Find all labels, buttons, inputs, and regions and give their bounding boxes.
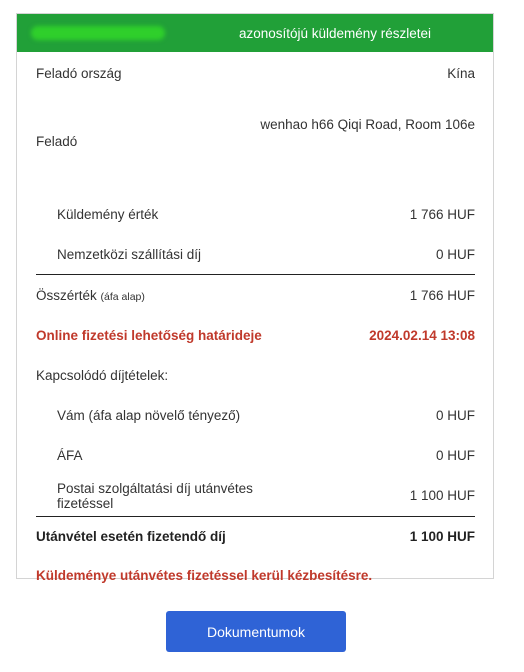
postal-fee-amount: 1 100 HUF xyxy=(409,488,475,503)
payment-deadline-value: 2024.02.14 13:08 xyxy=(369,327,475,343)
row-vat xyxy=(36,435,475,475)
row-origin-country xyxy=(36,52,475,94)
intl-shipping-label: Nemzetközi szállítási díj xyxy=(57,246,202,262)
redacted-tracking-id xyxy=(31,26,165,40)
related-fees-heading: Kapcsolódó díjtételek: xyxy=(36,367,169,383)
total-value-label: Összérték xyxy=(36,287,97,303)
vat-amount: 0 HUF xyxy=(435,447,475,463)
vat-label: ÁFA xyxy=(57,447,83,463)
documents-button[interactable]: Dokumentumok xyxy=(166,611,346,652)
item-value-label: Küldemény érték xyxy=(57,206,159,222)
cod-delivery-notice: Küldeménye utánvétes fizetéssel kerül kézbesítésre. xyxy=(36,567,373,583)
total-value-amount: 1 766 HUF xyxy=(409,287,475,303)
details-list xyxy=(17,52,493,556)
sender-label: Feladó xyxy=(36,134,78,149)
total-value-note: (áfa alap) xyxy=(100,290,145,303)
row-cod-total xyxy=(36,516,475,556)
postal-fee-label: Postai szolgáltatási díj utánvétes fizetéssel xyxy=(57,480,253,511)
card-header xyxy=(17,14,493,52)
row-item-value xyxy=(36,194,475,234)
shipment-details-card xyxy=(16,13,494,583)
origin-country-value: Kína xyxy=(447,65,475,81)
item-value-amount: 1 766 HUF xyxy=(409,206,475,222)
customs-label: Vám (áfa alap növelő tényező) xyxy=(57,407,241,423)
row-payment-deadline xyxy=(36,315,475,355)
row-total-value xyxy=(36,274,475,315)
row-postal-fee xyxy=(36,475,475,516)
sender-value: wenhao h66 Qiqi Road, Room 106e xyxy=(260,117,475,132)
origin-country-label: Feladó ország xyxy=(36,65,122,81)
row-intl-shipping xyxy=(36,234,475,274)
row-sender xyxy=(36,94,475,194)
cod-total-amount: 1 100 HUF xyxy=(409,529,475,544)
payment-deadline-label: Online fizetési lehetőség határideje xyxy=(36,327,262,343)
row-related-fees-heading xyxy=(36,355,475,395)
row-customs xyxy=(36,395,475,435)
customs-amount: 0 HUF xyxy=(435,407,475,423)
cod-total-label: Utánvétel esetén fizetendő díj xyxy=(36,529,226,544)
card-title: azonosítójú küldemény részletei xyxy=(238,25,432,41)
intl-shipping-amount: 0 HUF xyxy=(435,246,475,262)
